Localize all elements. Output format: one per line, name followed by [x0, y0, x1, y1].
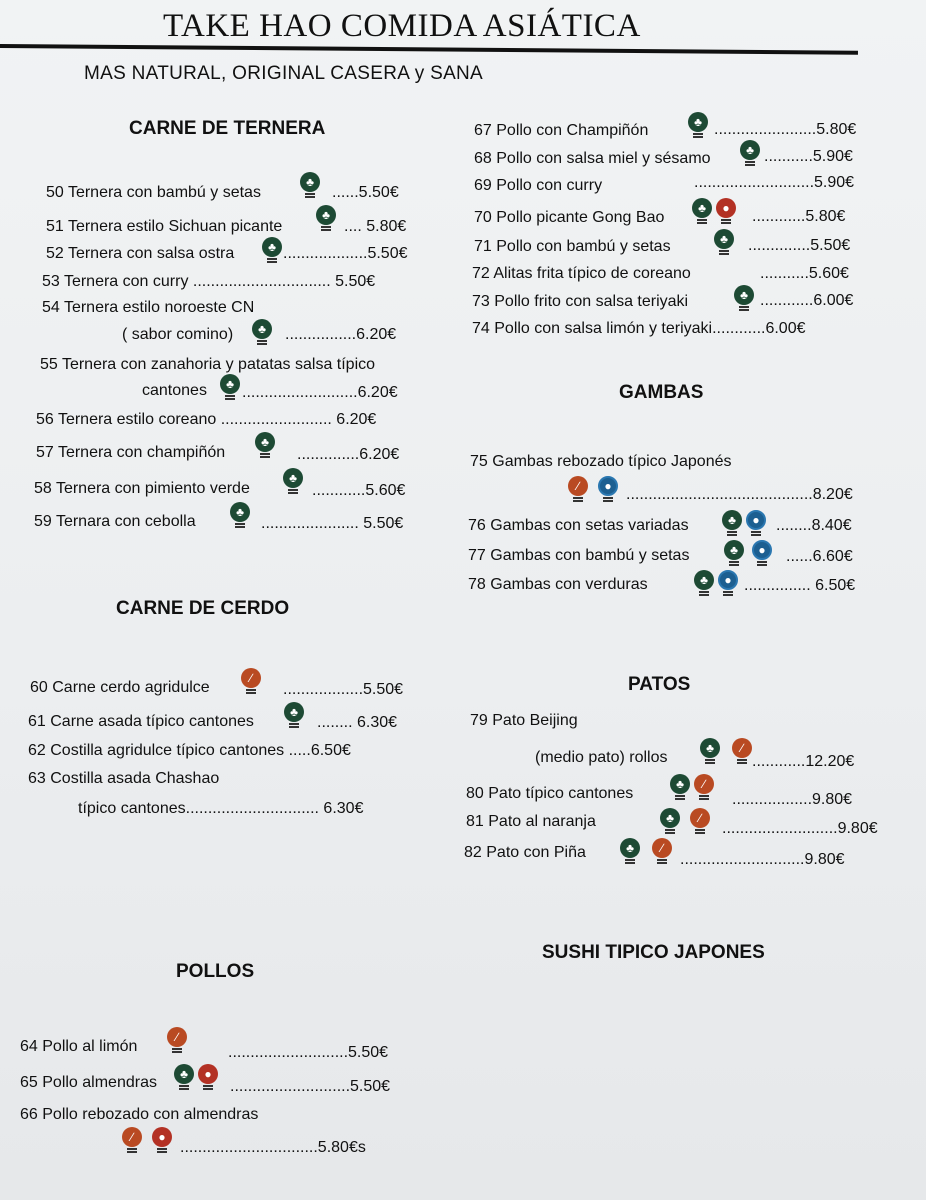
item-79-icons: [700, 738, 752, 764]
menu-item-61: 61 Carne asada típico cantones: [28, 713, 254, 730]
price-50: ......5.50€: [332, 184, 399, 201]
menu-item-63: 63 Costilla asada Chashao: [28, 770, 220, 787]
price-71: ..............5.50€: [748, 237, 851, 254]
item-82-icons: [620, 838, 672, 864]
menu-item-51: 51 Ternera estilo Sichuan picante: [46, 218, 283, 235]
menu-item-67: 67 Pollo con Champiñón: [474, 122, 649, 139]
menu-item-64: 64 Pollo al limón: [20, 1038, 138, 1055]
item-78-icons: [694, 570, 738, 596]
item-70-icons: [692, 198, 736, 224]
clover-icon: ♣: [724, 540, 744, 566]
clover-icon: ♣: [252, 319, 272, 345]
clover-icon: ♣: [220, 374, 240, 400]
price-79: ............12.20€: [752, 753, 855, 770]
menu-item-50: 50 Ternera con bambú y setas: [46, 184, 261, 201]
clover-icon: ♣: [692, 198, 712, 224]
menu-item-79-detail: (medio pato) rollos: [535, 749, 668, 766]
price-82: ............................9.80€: [680, 851, 845, 868]
menu-item-80: 80 Pato típico cantones: [466, 785, 634, 802]
item-76-icons: [722, 510, 766, 536]
price-75: ..........................................8.20€: [626, 486, 853, 503]
price-81: ..........................9.80€: [722, 820, 878, 837]
price-55: ..........................6.20€: [242, 384, 398, 401]
clover-icon: ♣: [174, 1064, 194, 1090]
price-80: ..................9.80€: [732, 791, 853, 808]
menu-item-78: 78 Gambas con verduras: [468, 576, 648, 593]
chili-icon: ∕: [732, 738, 752, 764]
spicy-icon: ●: [716, 198, 736, 224]
item-55-icons: [220, 374, 240, 400]
chili-icon: ∕: [122, 1127, 142, 1153]
item-60-icons: [241, 668, 261, 694]
price-60: ..................5.50€: [283, 681, 404, 698]
menu-item-59: 59 Ternara con cebolla: [34, 513, 196, 530]
price-69: ...........................5.90€: [694, 174, 855, 191]
menu-item-55: 55 Ternera con zanahoria y patatas salsa típico: [40, 356, 376, 373]
price-64: ...........................5.50€: [228, 1044, 389, 1061]
price-73: ............6.00€: [760, 292, 854, 309]
item-52-icons: [262, 237, 282, 263]
menu-item-62: 62 Costilla agridulce típico cantones .....6.50€: [28, 742, 351, 759]
chili-icon: ∕: [241, 668, 261, 694]
price-76: ........8.40€: [776, 517, 852, 534]
price-51: .... 5.80€: [344, 218, 407, 235]
seafood-icon: ●: [746, 510, 766, 536]
menu-subtitle: MAS NATURAL, ORIGINAL CASERA y SANA: [84, 63, 484, 84]
menu-item-73: 73 Pollo frito con salsa teriyaki: [472, 293, 689, 310]
item-50-icons: [300, 172, 320, 198]
clover-icon: ♣: [284, 702, 304, 728]
section-title-sushi: SUSHI TIPICO JAPONES: [542, 942, 765, 963]
seafood-icon: ●: [718, 570, 738, 596]
menu-item-60: 60 Carne cerdo agridulce: [30, 679, 210, 696]
item-68-icons: [740, 140, 760, 166]
menu-item-52: 52 Ternera con salsa ostra: [46, 245, 235, 262]
price-61: ........ 6.30€: [317, 714, 398, 731]
menu-item-65: 65 Pollo almendras: [20, 1074, 157, 1091]
item-61-icons: [284, 702, 304, 728]
price-72: ...........5.60€: [760, 265, 849, 282]
price-67: .......................5.80€: [714, 121, 857, 138]
chili-icon: ∕: [167, 1027, 187, 1053]
menu-item-70: 70 Pollo picante Gong Bao: [474, 209, 665, 226]
chili-icon: ∕: [690, 808, 710, 834]
section-title-cerdo: CARNE DE CERDO: [116, 598, 290, 619]
menu-item-79: 79 Pato Beijing: [470, 712, 578, 729]
item-64-icons: [167, 1027, 187, 1053]
menu-item-66: 66 Pollo rebozado con almendras: [20, 1106, 259, 1123]
section-title-patos: PATOS: [628, 674, 691, 695]
section-title-gambas: GAMBAS: [619, 382, 704, 403]
item-77-icons: [724, 540, 772, 566]
section-title-ternera: CARNE DE TERNERA: [129, 118, 326, 139]
clover-icon: ♣: [722, 510, 742, 536]
item-58-icons: [283, 468, 303, 494]
item-51-icons: [316, 205, 336, 231]
menu-item-63-detail: típico cantones.............................. 6.30€: [78, 800, 364, 817]
menu-item-82: 82 Pato con Piña: [464, 844, 586, 861]
spicy-icon: ●: [198, 1064, 218, 1090]
item-75-icons: [568, 476, 618, 502]
clover-icon: ♣: [740, 140, 760, 166]
price-66: ...............................5.80€s: [180, 1139, 366, 1156]
clover-icon: ♣: [255, 432, 275, 458]
price-68: ...........5.90€: [764, 148, 853, 165]
clover-icon: ♣: [262, 237, 282, 263]
item-73-icons: [734, 285, 754, 311]
menu-item-81: 81 Pato al naranja: [466, 813, 596, 830]
price-65: ...........................5.50€: [230, 1078, 391, 1095]
spicy-icon: ●: [152, 1127, 172, 1153]
menu-item-71: 71 Pollo con bambú y setas: [474, 238, 671, 255]
menu-item-54: 54 Ternera estilo noroeste CN: [42, 299, 255, 316]
price-58: ............5.60€: [312, 482, 406, 499]
clover-icon: ♣: [714, 229, 734, 255]
seafood-icon: ●: [598, 476, 618, 502]
item-65-icons: [174, 1064, 218, 1090]
clover-icon: ♣: [700, 738, 720, 764]
item-66-icons: [122, 1127, 172, 1153]
menu-item-69: 69 Pollo con curry: [474, 177, 603, 194]
price-59: ...................... 5.50€: [261, 515, 404, 532]
clover-icon: ♣: [734, 285, 754, 311]
menu-item-75: 75 Gambas rebozado típico Japonés: [470, 453, 732, 470]
item-57-icons: [255, 432, 275, 458]
price-70: ............5.80€: [752, 208, 846, 225]
clover-icon: ♣: [300, 172, 320, 198]
item-59-icons: [230, 502, 250, 528]
item-71-icons: [714, 229, 734, 255]
chili-icon: ∕: [694, 774, 714, 800]
item-81-icons: [660, 808, 710, 834]
title-divider: [0, 44, 858, 55]
menu-item-77: 77 Gambas con bambú y setas: [468, 547, 690, 564]
menu-title: TAKE HAO COMIDA ASIÁTICA: [163, 8, 641, 44]
menu-item-74: 74 Pollo con salsa limón y teriyaki............6.00€: [472, 320, 806, 337]
item-80-icons: [670, 774, 714, 800]
menu-item-56: 56 Ternera estilo coreano ......................... 6.20€: [36, 411, 377, 428]
menu-item-76: 76 Gambas con setas variadas: [468, 517, 689, 534]
clover-icon: ♣: [694, 570, 714, 596]
menu-item-54-detail: ( sabor comino): [122, 326, 234, 343]
chili-icon: ∕: [568, 476, 588, 502]
clover-icon: ♣: [283, 468, 303, 494]
clover-icon: ♣: [660, 808, 680, 834]
price-52: ...................5.50€: [283, 245, 408, 262]
clover-icon: ♣: [688, 112, 708, 138]
seafood-icon: ●: [752, 540, 772, 566]
price-57: ..............6.20€: [297, 446, 400, 463]
chili-icon: ∕: [652, 838, 672, 864]
item-54-icons: [252, 319, 272, 345]
price-78: ............... 6.50€: [744, 577, 856, 594]
menu-item-72: 72 Alitas frita típico de coreano: [472, 265, 691, 282]
price-54: ................6.20€: [285, 326, 397, 343]
clover-icon: ♣: [670, 774, 690, 800]
menu-item-55-detail: cantones: [142, 382, 207, 399]
item-67-icons: [688, 112, 708, 138]
section-title-pollos: POLLOS: [176, 961, 255, 982]
clover-icon: ♣: [620, 838, 640, 864]
clover-icon: ♣: [316, 205, 336, 231]
menu-item-57: 57 Ternera con champiñón: [36, 444, 226, 461]
menu-item-68: 68 Pollo con salsa miel y sésamo: [474, 150, 711, 167]
menu-item-53: 53 Ternera con curry ............................... 5.50€: [42, 273, 376, 290]
price-77: ......6.60€: [786, 548, 853, 565]
clover-icon: ♣: [230, 502, 250, 528]
menu-item-58: 58 Ternera con pimiento verde: [34, 480, 250, 497]
